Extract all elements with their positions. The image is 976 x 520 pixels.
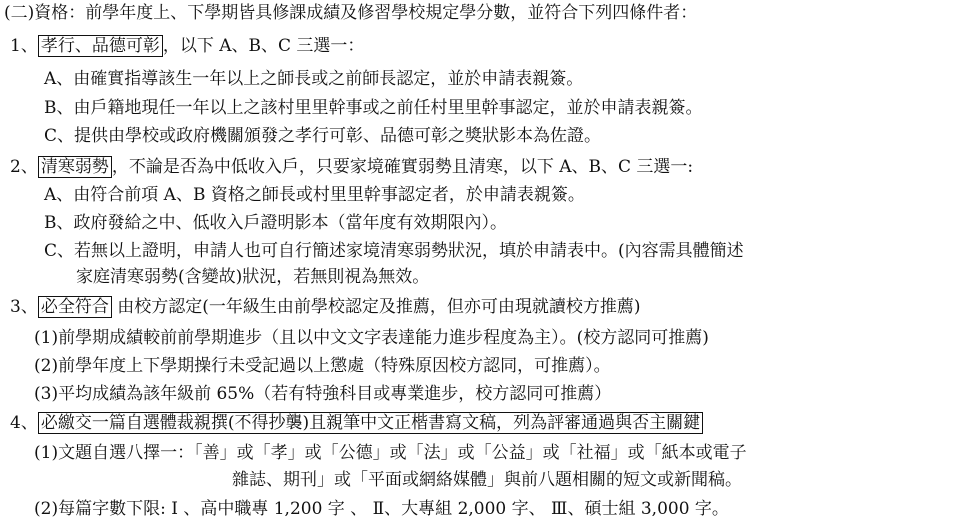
item-1-heading — [10, 35, 364, 57]
item-2-option-a: A、由符合前項 A、B 資格之師長或村里里幹事認定者，於申請表親簽。 — [44, 185, 585, 205]
item-2-boxed-label: 清寒弱勢 — [38, 156, 112, 178]
item-4-sub-2: (2)每篇字數下限: I 、高中職專 1,200 字 、 Ⅱ、大專組 2,000 字、 Ⅲ、碩士組 3,000 字。 — [34, 499, 729, 519]
item-4-sub-1-continuation: 雜誌、期刊」或「平面或網絡媒體」與前八題相關的短文或新聞稿。 — [232, 470, 742, 490]
item-4-sub-1: (1)文題自選八擇一：「善」或「孝」或「公德」或「法」或「公益」或「社福」或「紙本或電子 — [34, 443, 747, 463]
item-2-text: ，不論是否為中低收入戶，只要家境確實弱勢且清寒，以下 A、B、C 三選一: — [111, 157, 694, 177]
section-heading: (二)資格：前學年度上、下學期皆具修課成績及修習學校規定學分數，並符合下列四條件者： — [4, 3, 698, 23]
item-2-option-c: C、若無以上證明，申請人也可自行簡述家境清寒弱勢狀況，填於申請表中。(內容需具體簡述 — [44, 241, 744, 261]
item-4-boxed-label: 必繳交一篇自選體裁親撰(不得抄襲)且親筆中文正楷書寫文稿，列為評審通過與否主關鍵 — [38, 412, 703, 434]
item-2-option-c-continuation: 家庭清寒弱勢(含變故)狀況，若無則視為無效。 — [76, 267, 430, 287]
item-1-boxed-label: 孝行、品德可彰 — [38, 35, 163, 57]
item-3-sub-3: (3)平均成績為該年級前 65%（若有特強科目或專業進步，校方認同可推薦） — [34, 384, 612, 404]
item-2-option-b: B、政府發給之中、低收入戶證明影本（當年度有效期限內）。 — [44, 213, 507, 233]
item-3-text: 由校方認定(一年級生由前學校認定及推薦，但亦可由現就讀校方推薦) — [111, 297, 641, 317]
item-3-heading — [10, 296, 641, 318]
item-1-option-a: A、由確實指導該生一年以上之師長或之前師長認定，並於申請表親簽。 — [44, 69, 584, 89]
item-1-text: ，以下 A、B、C 三選一： — [162, 36, 365, 56]
item-3-sub-1: (1)前學期成績較前前學期進步（且以中文文字表達能力進步程度為主）。(校方認同可推薦) — [34, 328, 709, 348]
item-3-boxed-label: 必全符合 — [38, 296, 112, 318]
item-2-heading — [10, 156, 693, 178]
item-1-number: 1、 — [10, 36, 38, 56]
item-1-option-c: C、提供由學校或政府機關頒發之孝行可彰、品德可彰之獎狀影本為佐證。 — [44, 126, 602, 146]
item-3-number: 3、 — [10, 297, 38, 317]
item-4-heading — [10, 412, 703, 434]
item-1-option-b: B、由戶籍地現任一年以上之該村里里幹事或之前任村里里幹事認定，並於申請表親簽。 — [44, 98, 703, 118]
item-3-sub-2: (2)前學年度上下學期操行未受記過以上懲處（特殊原因校方認同，可推薦）。 — [34, 356, 611, 376]
item-4-number: 4、 — [10, 413, 38, 433]
item-2-number: 2、 — [10, 157, 38, 177]
